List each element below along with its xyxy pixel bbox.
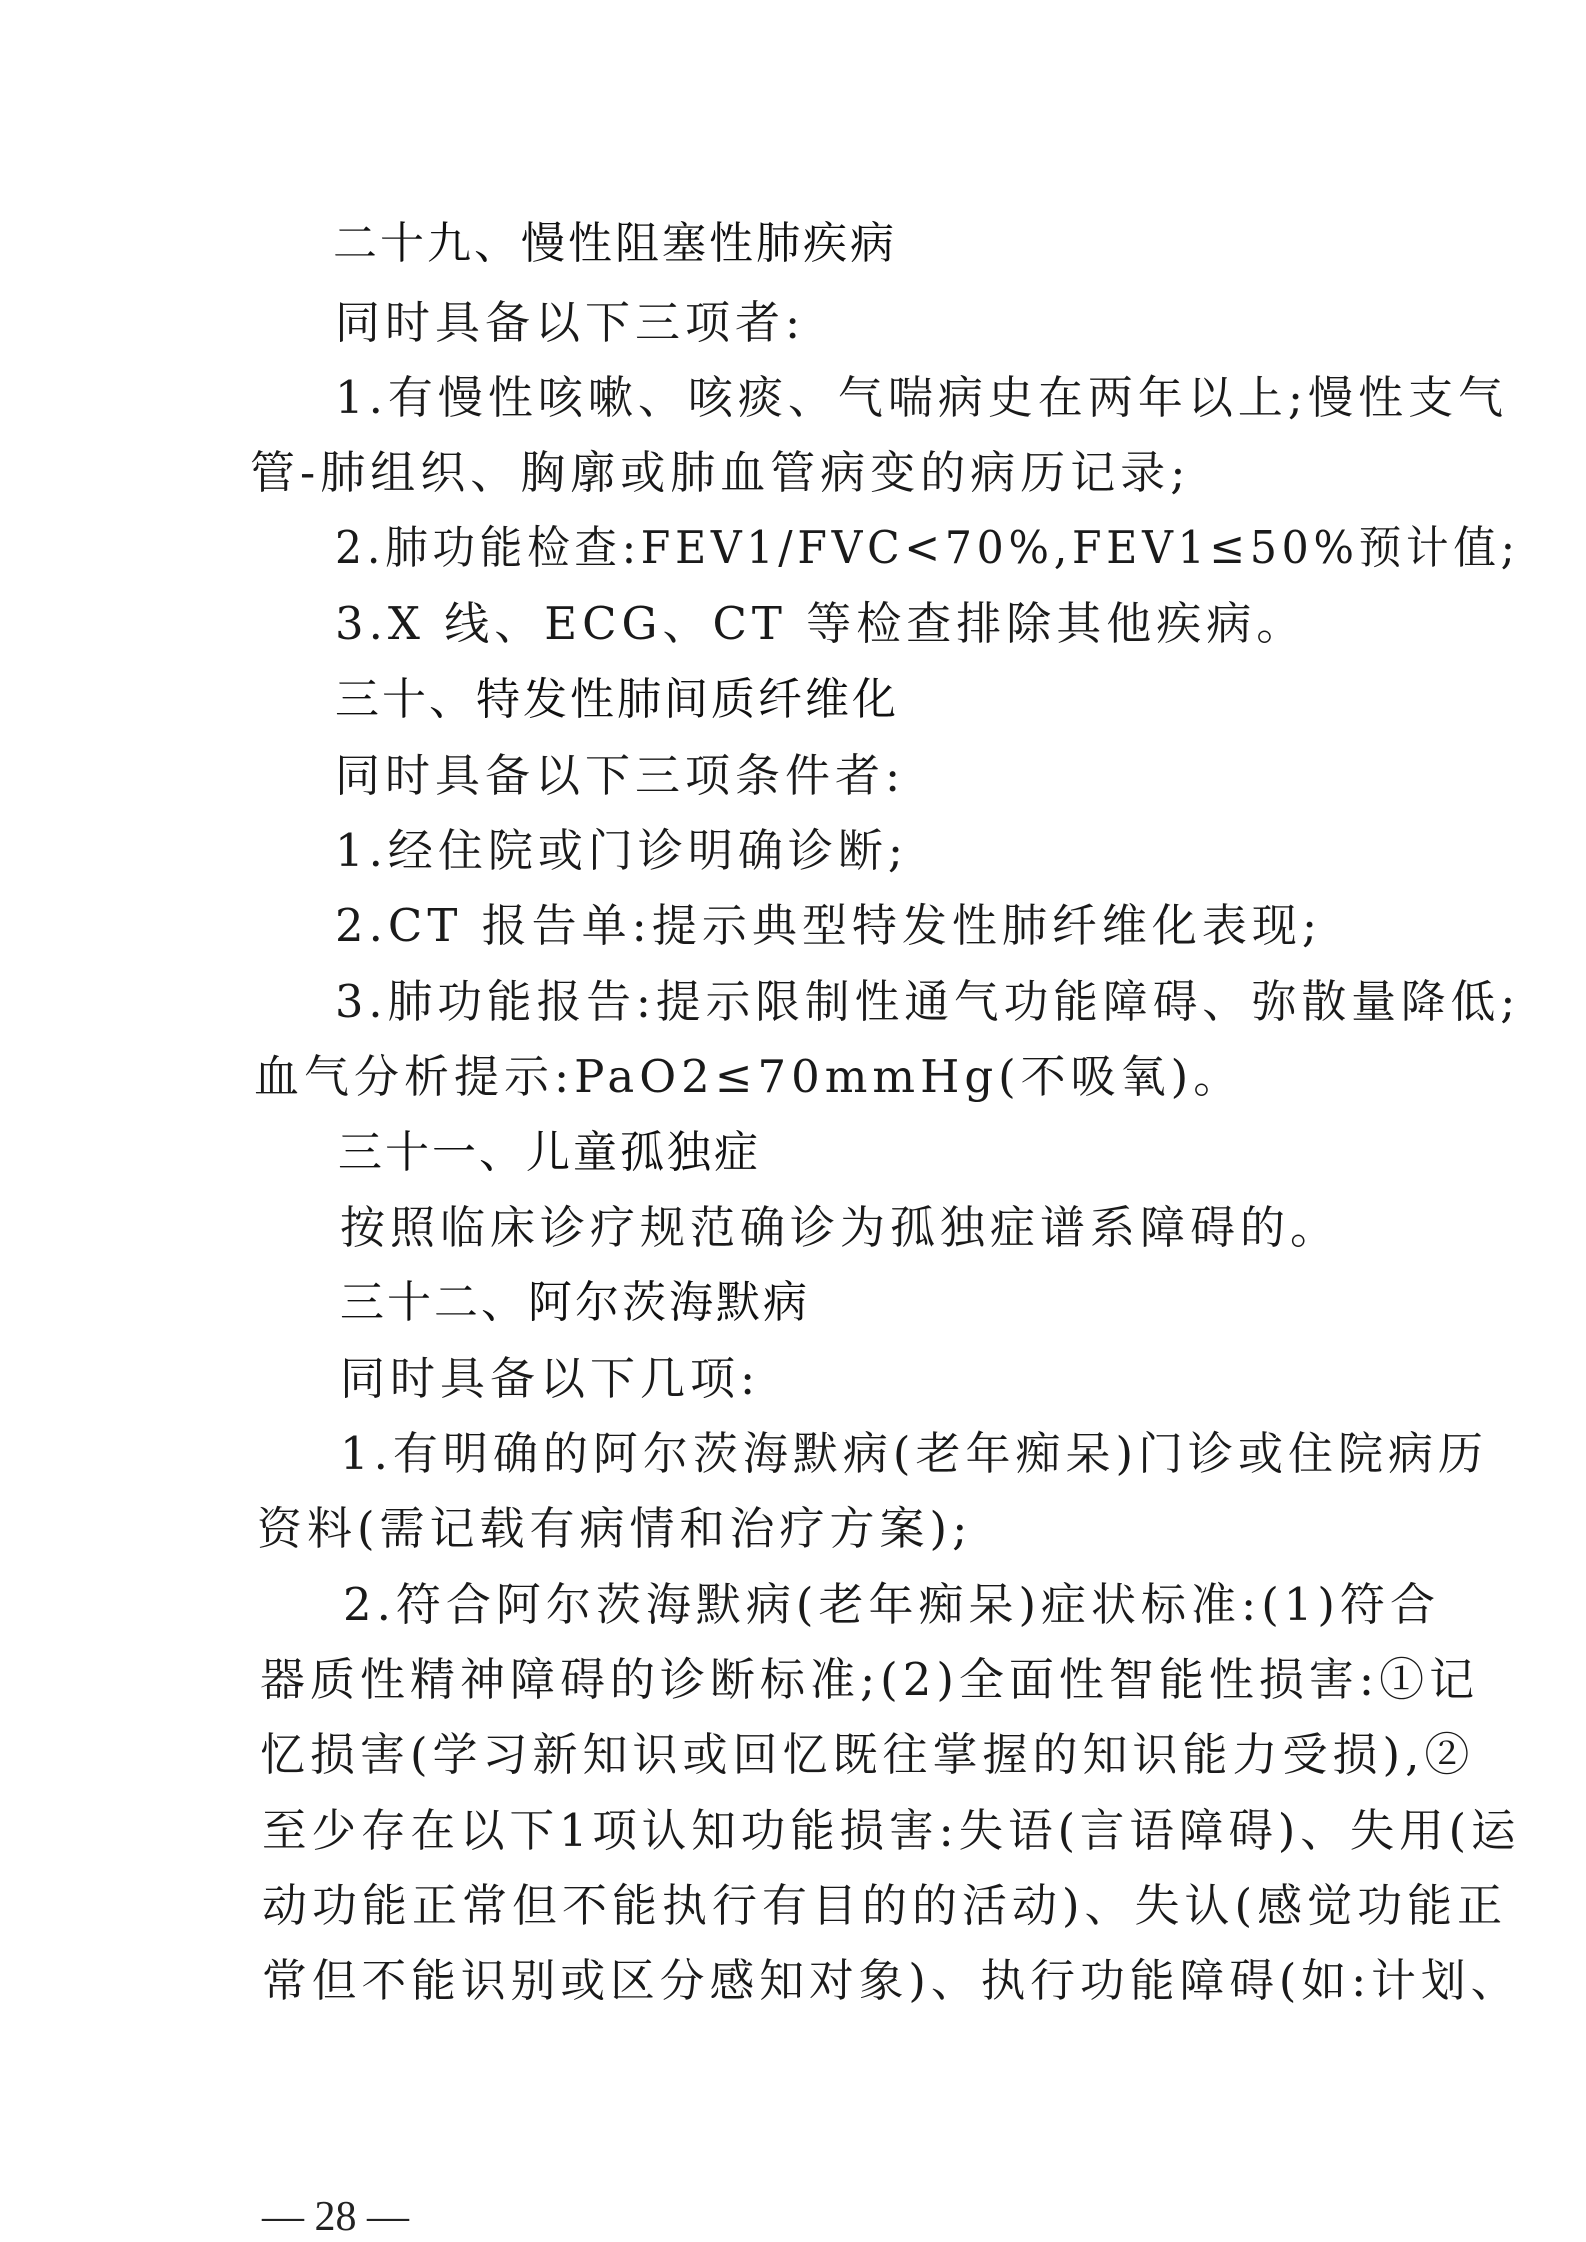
paragraph-line: 管-肺组织、胸廓或肺血管病变的病历记录; bbox=[250, 446, 1191, 499]
paragraph-line: 同时具备以下几项: bbox=[340, 1352, 761, 1405]
paragraph-line: 1.有明确的阿尔茨海默病(老年痴呆)门诊或住院病历 bbox=[340, 1427, 1489, 1480]
paragraph-line: 资料(需记载有病情和治疗方案); bbox=[257, 1502, 973, 1555]
paragraph-line: 3.肺功能报告:提示限制性通气功能障碍、弥散量降低; bbox=[335, 975, 1521, 1028]
paragraph-line: 同时具备以下三项者: bbox=[335, 296, 806, 349]
paragraph-line: 1.经住院或门诊明确诊断; bbox=[335, 824, 909, 877]
paragraph-line: 同时具备以下三项条件者: bbox=[335, 749, 906, 802]
page-number: — 28 — bbox=[262, 2194, 409, 2240]
paragraph-line: 器质性精神障碍的诊断标准;(2)全面性智能性损害:①记 bbox=[260, 1653, 1480, 1706]
paragraph-line: 至少存在以下1项认知功能损害:失语(言语障碍)、失用(运 bbox=[262, 1804, 1521, 1857]
paragraph-line: 血气分析提示:PaO2≤70mmHg(不吸氧)。 bbox=[254, 1050, 1244, 1103]
paragraph-line: 按照临床诊疗规范确诊为孤独症谱系障碍的。 bbox=[340, 1201, 1341, 1254]
paragraph-line: 2.CT 报告单:提示典型特发性肺纤维化表现; bbox=[335, 899, 1323, 952]
paragraph-line: 常但不能识别或区分感知对象)、执行功能障碍(如:计划、 bbox=[262, 1954, 1521, 2007]
paragraph-line: 2.肺功能检查:FEV1/FVC<70%,FEV1≤50%预计值; bbox=[335, 521, 1520, 574]
section-heading-31: 三十一、儿童孤独症 bbox=[338, 1127, 761, 1178]
section-heading-30: 三十、特发性肺间质纤维化 bbox=[335, 674, 899, 725]
paragraph-line: 动功能正常但不能执行有目的的活动)、失认(感觉功能正 bbox=[262, 1879, 1508, 1932]
paragraph-line: 3.X 线、ECG、CT 等检查排除其他疾病。 bbox=[335, 597, 1307, 650]
section-heading-29: 二十九、慢性阻塞性肺疾病 bbox=[333, 218, 897, 269]
section-heading-32: 三十二、阿尔茨海默病 bbox=[340, 1277, 810, 1328]
paragraph-line: 2.符合阿尔茨海默病(老年痴呆)症状标准:(1)符合 bbox=[343, 1578, 1440, 1631]
paragraph-line: 忆损害(学习新知识或回忆既往掌握的知识能力受损),② bbox=[260, 1728, 1475, 1781]
paragraph-line: 1.有慢性咳嗽、咳痰、气喘病史在两年以上;慢性支气 bbox=[335, 371, 1509, 424]
